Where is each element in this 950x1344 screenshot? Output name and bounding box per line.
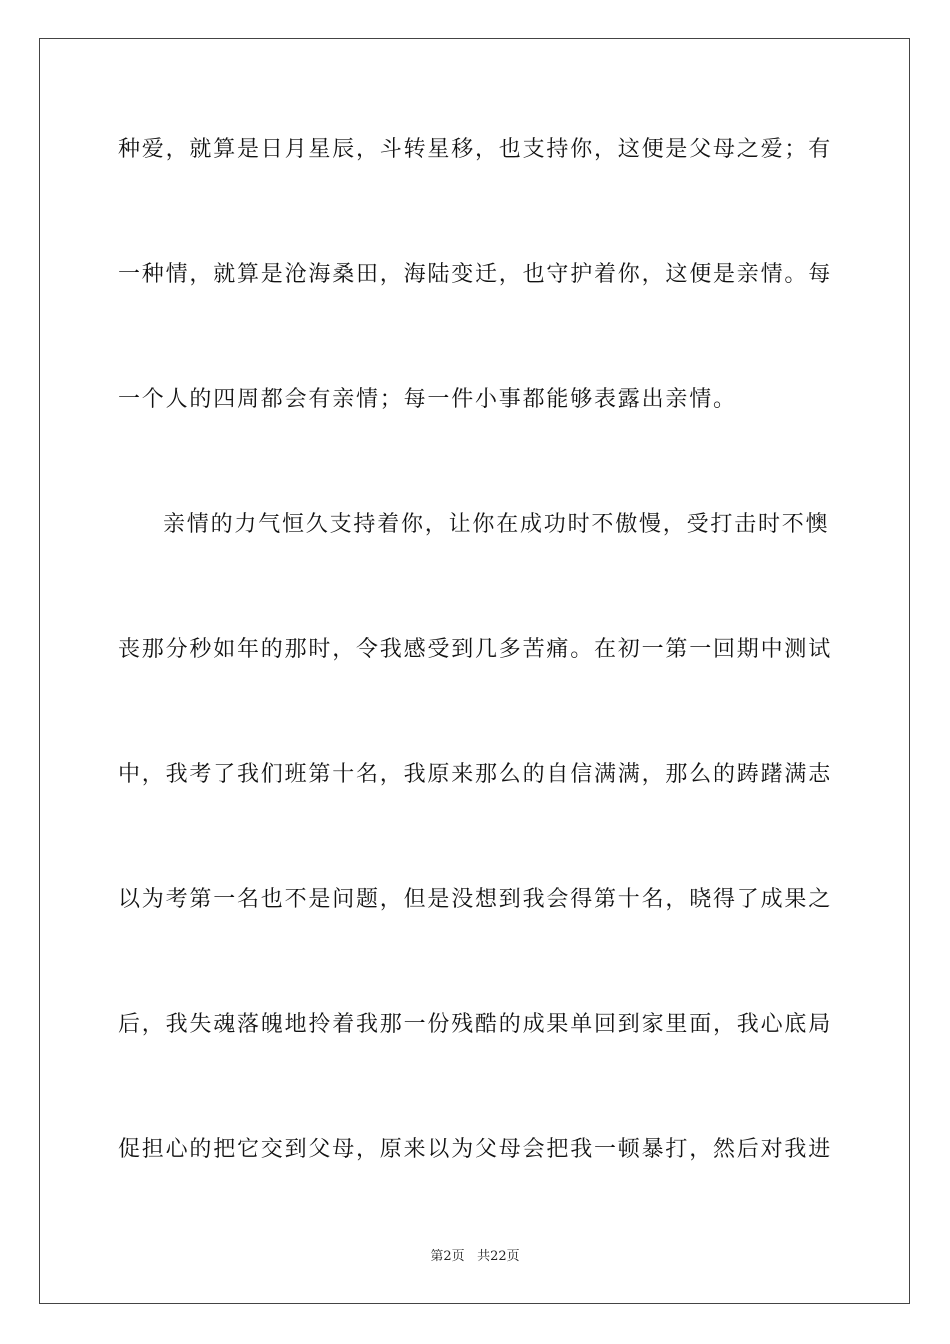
- text-line-3: 一个人的四周都会有亲情；每一件小事都能够表露出亲情。: [118, 387, 737, 412]
- text-line-5: 丧那分秒如年的那时，令我感受到几多苦痛。在初一第一回期中测试: [118, 637, 833, 662]
- text-line-9: 促担心的把它交到父母，原来以为父母会把我一顿暴打，然后对我进: [118, 1137, 833, 1162]
- text-line-6: 中，我考了我们班第十名，我原来那么的自信满满，那么的踌躇满志: [118, 762, 833, 787]
- page-total: 共22页: [477, 1249, 520, 1264]
- page-number: 第2页: [430, 1249, 465, 1264]
- text-line-7: 以为考第一名也不是问题，但是没想到我会得第十名，晓得了成果之: [118, 887, 833, 912]
- text-line-2: 一种情，就算是沧海桑田，海陆变迁，也守护着你，这便是亲情。每: [118, 262, 833, 287]
- text-line-8: 后，我失魂落魄地拎着我那一份残酷的成果单回到家里面，我心底局: [118, 1012, 833, 1037]
- page-border: [39, 38, 910, 1304]
- text-line-4-paragraph-start: 亲情的力气恒久支持着你，让你在成功时不傲慢，受打击时不懊: [163, 512, 830, 537]
- text-line-1: 种爱，就算是日月星辰，斗转星移，也支持你，这便是父母之爱；有: [118, 137, 833, 162]
- page-footer: [0, 1247, 950, 1267]
